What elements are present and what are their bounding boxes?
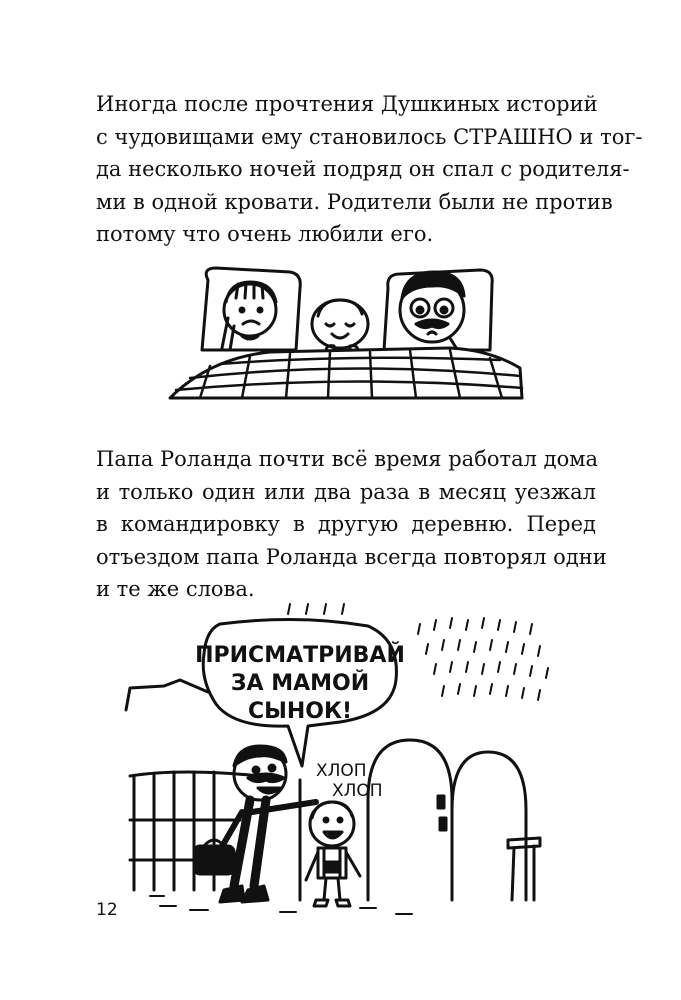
paragraph-line: и только один или два раза в месяц уезжал [96, 479, 596, 504]
paragraph-1 [96, 88, 643, 251]
family-in-bed-illustration [150, 258, 530, 418]
paragraph-line: да несколько ночей подряд он спал с родителя- [96, 157, 630, 181]
boy-figure [306, 802, 360, 906]
dad-leaving-illustration [120, 600, 560, 930]
sound-effect-1: ХЛОП [316, 761, 367, 781]
speech-line: ЗА МАМОЙ [230, 671, 370, 696]
page-number: 12 [96, 900, 118, 920]
child-figure [312, 300, 368, 354]
paragraph-2 [96, 443, 607, 606]
paragraph-line: в командировку в другую деревню. Перед [96, 512, 596, 536]
door-right [452, 752, 526, 900]
paragraph-line: Иногда после прочтения Душкиных историй [96, 92, 598, 116]
speech-line: СЫНОК! [247, 699, 353, 724]
paragraph-line: Папа Роланда почти всё время работал дома [96, 447, 599, 471]
sound-effect-2: ХЛОП [332, 781, 383, 801]
dad-figure [400, 272, 464, 354]
paragraph-line: с чудовищами ему становилось СТРАШНО и тог- [96, 124, 643, 149]
speech-line: ПРИСМАТРИВАЙ [195, 643, 405, 668]
roof-outline [126, 680, 208, 710]
paragraph-line: ми в одной кровати. Родители были не против [96, 189, 613, 214]
paragraph-line: и те же слова. [96, 577, 255, 601]
paragraph-line: отъездом папа Роланда всегда повторял одни [96, 544, 607, 569]
ground-marks [150, 896, 412, 914]
paragraph-line: потому что очень любили его. [96, 222, 434, 246]
dad-figure [194, 746, 316, 902]
mom-figure [222, 282, 276, 350]
